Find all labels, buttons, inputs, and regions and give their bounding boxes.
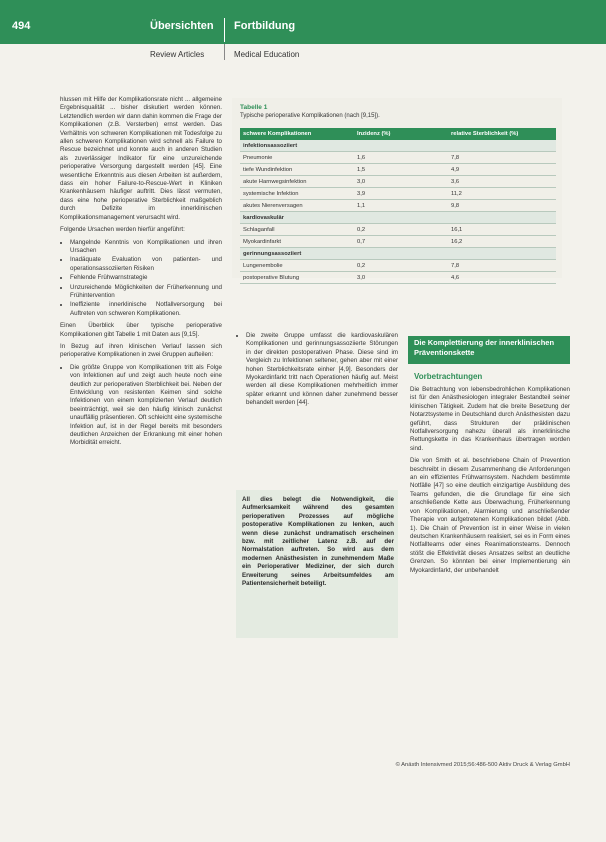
table-row [240,188,556,200]
group-label: kardiovaskulär [240,212,556,224]
group-list [236,332,398,408]
table-cell: postoperative Blutung [240,272,354,284]
table-cell: 1,1 [354,200,448,212]
table-cell: 3,9 [354,188,448,200]
header-divider [224,18,225,42]
table-row [240,236,556,248]
table-group-row [240,212,556,224]
paragraph: Folgende Ursachen werden hierfür angeführt: [60,226,185,234]
list-item: • Unzureichende Möglichkeiten der Früherkennung und Frühintervention [70,284,222,301]
middle-column [236,332,398,412]
paragraph: hlussen mit Hilfe der Komplikationsrate nicht ... allgemeine Ergebnisqualität ... bisher diskutiert werden können. Letztendlich werden wir dann dahin kommen die Frage der Komplikationen (z.B. Versterben) ernst werden. Das Verhältnis von schweren Komplikationen mit Todesfolge zu allen schweren Komplikationen wird schnell als Failure to Rescue bezeichnet und konnte auch in anderen Studien als zuverlässiger Indikator für eine unzureichende perioperative Versorgung dargestellt werden [45]. Eine wesentliche Erkenntnis aus diesen Arbeiten ist außerdem, dass ein hoher Failure-to-Rescue-Wert in Kliniken Krankenhäusern häufiger auftritt. Dies lässt vermuten, dass eine hohe perioperative Sterblichkeit maßgeblich durch Defizite im innerklinischen Komplikationsmanagement verursacht wird. [60,96,222,221]
list-item: • Fehlende Frühwarnstrategie [70,274,222,282]
list-item: • Mangelnde Kenntnis von Komplikationen und ihren Ursachen [70,239,222,256]
section-banner-title: Die Komplettierung der innerklinischen Präventionskette [414,338,555,357]
table-cell: 9,8 [448,200,556,212]
table-row [240,152,556,164]
table-cell: 0,7 [354,236,448,248]
column-header: Inzidenz (%) [354,128,448,140]
table-cell: 4,9 [448,164,556,176]
table-cell: 3,0 [354,272,448,284]
table-cell: systemische Infektion [240,188,354,200]
page-number: 494 [12,20,31,32]
section-heading: Vorbetrachtungen [414,372,483,381]
table-cell: 11,2 [448,188,556,200]
table-subtitle: Typische perioperative Komplikationen (nach [9,15]). [240,113,380,119]
table-cell: Schlaganfall [240,224,354,236]
column-header: relative Sterblichkeit (%) [448,128,556,140]
table-cell: 7,8 [448,260,556,272]
subsection-right: Medical Education [234,50,300,59]
table-cell: 3,6 [448,176,556,188]
paragraph: Die von Smith et al. beschriebene Chain of Prevention beschreibt in diesem Zusammenhang die Anforderungen an ein effizientes Frühwarnsystem. Nachdem bestimmte Notfälle [47] so eine deutlich einzigartige Ausbildung des Teams gefunden, die die Grundlage für eine sich anschließende Kette aus Überwachung, Früherkennung von Komplikationen, Alarmierung und anschließender Therapie von aufgetretenen Komplikationen bildet (Abb. 1). Die Chain of Prevention ist in einer Weise in vielen deutschen Krankenhäusern realisiert, sei es in Form eines Notfallteams oder eines Reanimationsteams. Dennoch stößt die Effektivität dieses Ansatzes selbst an deutliche Grenzen. So könnten bei einer Implementierung ein Myokardinfarkt, der unbehandelt [410,457,570,574]
list-item: • Die zweite Gruppe umfasst die kardiovaskulären Komplikationen und gerinnungsassoziierte Störungen in der direkten postoperativen Phase. Diese sind im Vergleich zu Infektionen seltener, gehen aber mit einer hohen Sterblichkeitsrate einher [4,9]. Besonders der Myokardinfarkt tritt nach Operationen häufig auf. Meist werden all diese Komplikationen mehrheitlich immer später erkannt und können daher zunehmend besser behandelt werden [44]. [246,332,398,408]
table-cell: 16,2 [448,236,556,248]
table-group-row [240,248,556,260]
page-footer: © Anästh Intensivmed 2015;56:486-500 Aktiv Druck & Verlag GmbH [395,762,570,768]
table-cell: Pneumonie [240,152,354,164]
table-cell: 16,1 [448,224,556,236]
cause-list [60,239,222,319]
subheader-divider [224,44,225,60]
list-item: • Die größte Gruppe von Komplikationen tritt als Folge von Infektionen auf und zeigt auch heute noch eine deutlich zur perioperativen Sterblichkeit bei. Neben der Entwicklung von resistenten Keimen sind solche Infektionen von einem komplizierten Verlauf deutlich beeinträchtigt, weil sie den häufig klinisch zunächst unauffällig präsentieren. Oft schleicht eine systemische Infektion auf, ist in der Regel bereits mit besonders deutlichen Anzeichen der Erkrankung mit einer hohen Morbidität erreicht. [70,364,222,448]
paragraph: In Bezug auf ihren klinischen Verlauf lassen sich perioperative Komplikationen in zwei Gruppen aufteilen: [60,342,222,359]
table-cell: akutes Nierenversagen [240,200,354,212]
table-header-row [240,128,556,140]
table-row [240,164,556,176]
highlight-text: All dies belegt die Notwendigkeit, die Aufmerksamkeit während des gesamten perioperativen Prozesses auf mögliche postoperative Komplikationen zu lenken, auch wenn diese zunächst undramatisch erscheinen bzw. mit zeitlicher Latenz z.B. auf der Normalstation auftreten. So wird aus dem modernen Anästhesisten in zunehmendem Maße ein Perioperativer Mediziner, der sich durch Erweiterung seines Arbeitsumfeldes am Patientensicherheit beteiligt. [242,496,394,588]
table-cell: 4,6 [448,272,556,284]
subsection-left: Review Articles [150,50,205,59]
table-cell: 0,2 [354,224,448,236]
table-cell: Lungenembolie [240,260,354,272]
table-cell: 3,0 [354,176,448,188]
group-list [60,364,222,448]
table-group-row [240,140,556,152]
list-item: • Inadäquate Evaluation von patienten- und operationsassoziierten Risiken [70,256,222,273]
table-cell: Myokardinfarkt [240,236,354,248]
paragraph: Die Betrachtung von lebensbedrohlichen Komplikationen ist für den Anästhesiologen integraler Bestandteil seiner klinischen Tätigkeit. Zudem hat die breite Besetzung der Notarztsysteme in Deutschland durch Anästhesisten dazu geführt, dass Strukturen der präklinischen Notfallversorgung nahezu überall als innerklinische Rettungskette in das Krankenhaus übertragen worden sind. [410,386,570,452]
table-row [240,224,556,236]
table-cell: 0,2 [354,260,448,272]
section-title-right: Fortbildung [234,20,296,32]
column-header: schwere Komplikationen [240,128,354,140]
complications-table [240,128,556,284]
table-cell: 7,8 [448,152,556,164]
table-title: Tabelle 1 [240,104,268,111]
table-row [240,272,556,284]
page-header [0,0,606,44]
table-row [240,200,556,212]
section-title-left: Übersichten [150,20,214,32]
table-cell: 1,5 [354,164,448,176]
right-column [410,386,570,579]
list-item: • Ineffiziente innerklinische Notfallversorgung bei Auftreten von schweren Komplikationen. [70,301,222,318]
table-cell: akute Harnwegsinfektion [240,176,354,188]
table-row [240,176,556,188]
left-column [60,96,222,452]
table-row [240,260,556,272]
table-cell: 1,6 [354,152,448,164]
paragraph: Einen Überblick über typische perioperative Komplikationen gibt Tabelle 1 mit Daten aus [9,15]. [60,322,222,338]
group-label: gerinnungsassoziiert [240,248,556,260]
group-label: infektionsassoziiert [240,140,556,152]
table-cell: tiefe Wundinfektion [240,164,354,176]
